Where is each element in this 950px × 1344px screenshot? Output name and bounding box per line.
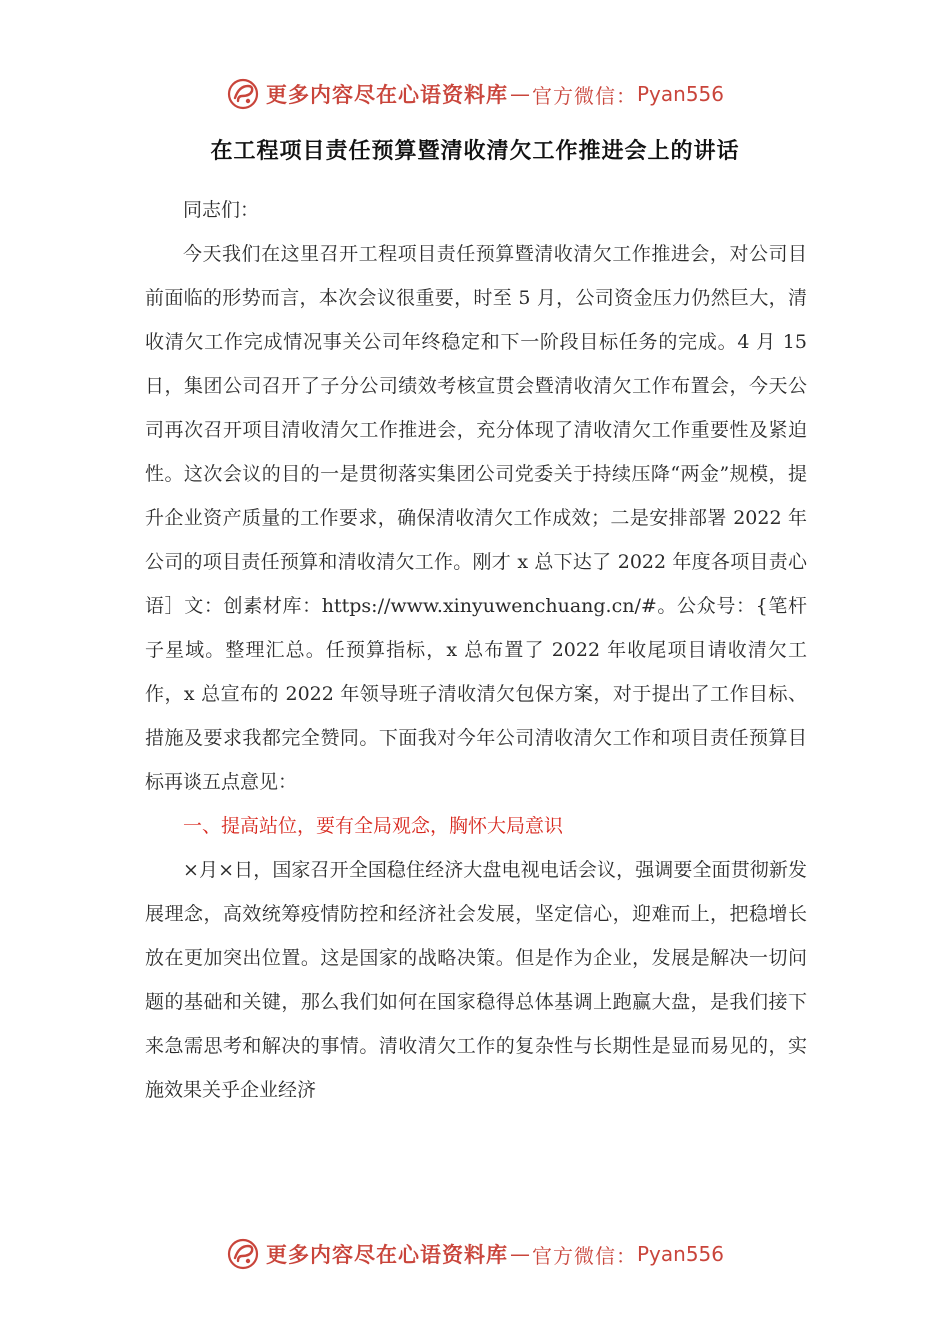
- section-heading: 一、提高站位，要有全局观念，胸怀大局意识: [183, 815, 564, 837]
- watermark-banner-top: [0, 74, 950, 114]
- salutation: 同志们：: [183, 199, 260, 221]
- brand-logo-icon: [226, 1237, 260, 1271]
- document-body: [145, 188, 807, 1112]
- brand-logo-icon: [226, 77, 260, 111]
- section-paragraph: ×月×日，国家召开全国稳住经济大盘电视电话会议，强调要全面贯彻新发展理念，高效统筹疫情防控和经济社会发展，坚定信心，迎难而上，把稳增长放在更加突出位置。这是国家的战略决策。但是作为企业，发展是解决一切问题的基础和关键，那么我们如何在国家稳得总体基调上跑赢大盘，是我们接下来急需思考和解决的事情。清收清欠工作的复杂性与长期性是显而易见的，实施效果关乎企业经济: [145, 859, 807, 1101]
- watermark-separator: —: [509, 82, 530, 106]
- watermark-banner-bottom: [0, 1234, 950, 1274]
- watermark-wechat-label: 官方微信：: [531, 83, 637, 108]
- watermark-wechat-label: 官方微信：: [531, 1243, 637, 1268]
- watermark-brand-text: 更多内容尽在心语资料库: [265, 1242, 508, 1267]
- watermark-separator: —: [509, 1242, 530, 1266]
- body-paragraph: 今天我们在这里召开工程项目责任预算暨清收清欠工作推进会，对公司目前面临的形势而言，本次会议很重要，时至 5 月，公司资金压力仍然巨大，清收清欠工作完成情况事关公司年终稳定和下一阶段目标任务的完成。4 月 15 日，集团公司召开了子分公司绩效考核宣贯会暨清收清欠工作布置会，今天公司再次召开项目清收清欠工作推进会，充分体现了清收清欠工作重要性及紧迫性。这次会议的目的一是贯彻落实集团公司党委关于持续压降“两金”规模，提升企业资产质量的工作要求，确保清收清欠工作成效；二是安排部署 2022 年公司的项目责任预算和清收清欠工作。刚才 x 总下达了 2022 年度各项目责心语］文：创素材库：https://www.xinyuwenchuang.cn/#。公众号：{笔杆子星域。整理汇总。任预算指标，x 总布置了 2022 年收尾项目请收清欠工作，x 总宣布的 2022 年领导班子清收清欠包保方案，对于提出了工作目标、措施及要求我都完全赞同。下面我对今年公司清收清欠工作和项目责任预算目标再谈五点意见：: [145, 243, 807, 793]
- watermark-brand-text: 更多内容尽在心语资料库: [265, 82, 508, 107]
- document-title: 在工程项目责任预算暨清收清欠工作推进会上的讲话: [210, 139, 740, 164]
- watermark-wechat-id: Pyan556: [636, 82, 724, 106]
- watermark-wechat-id: Pyan556: [636, 1242, 724, 1266]
